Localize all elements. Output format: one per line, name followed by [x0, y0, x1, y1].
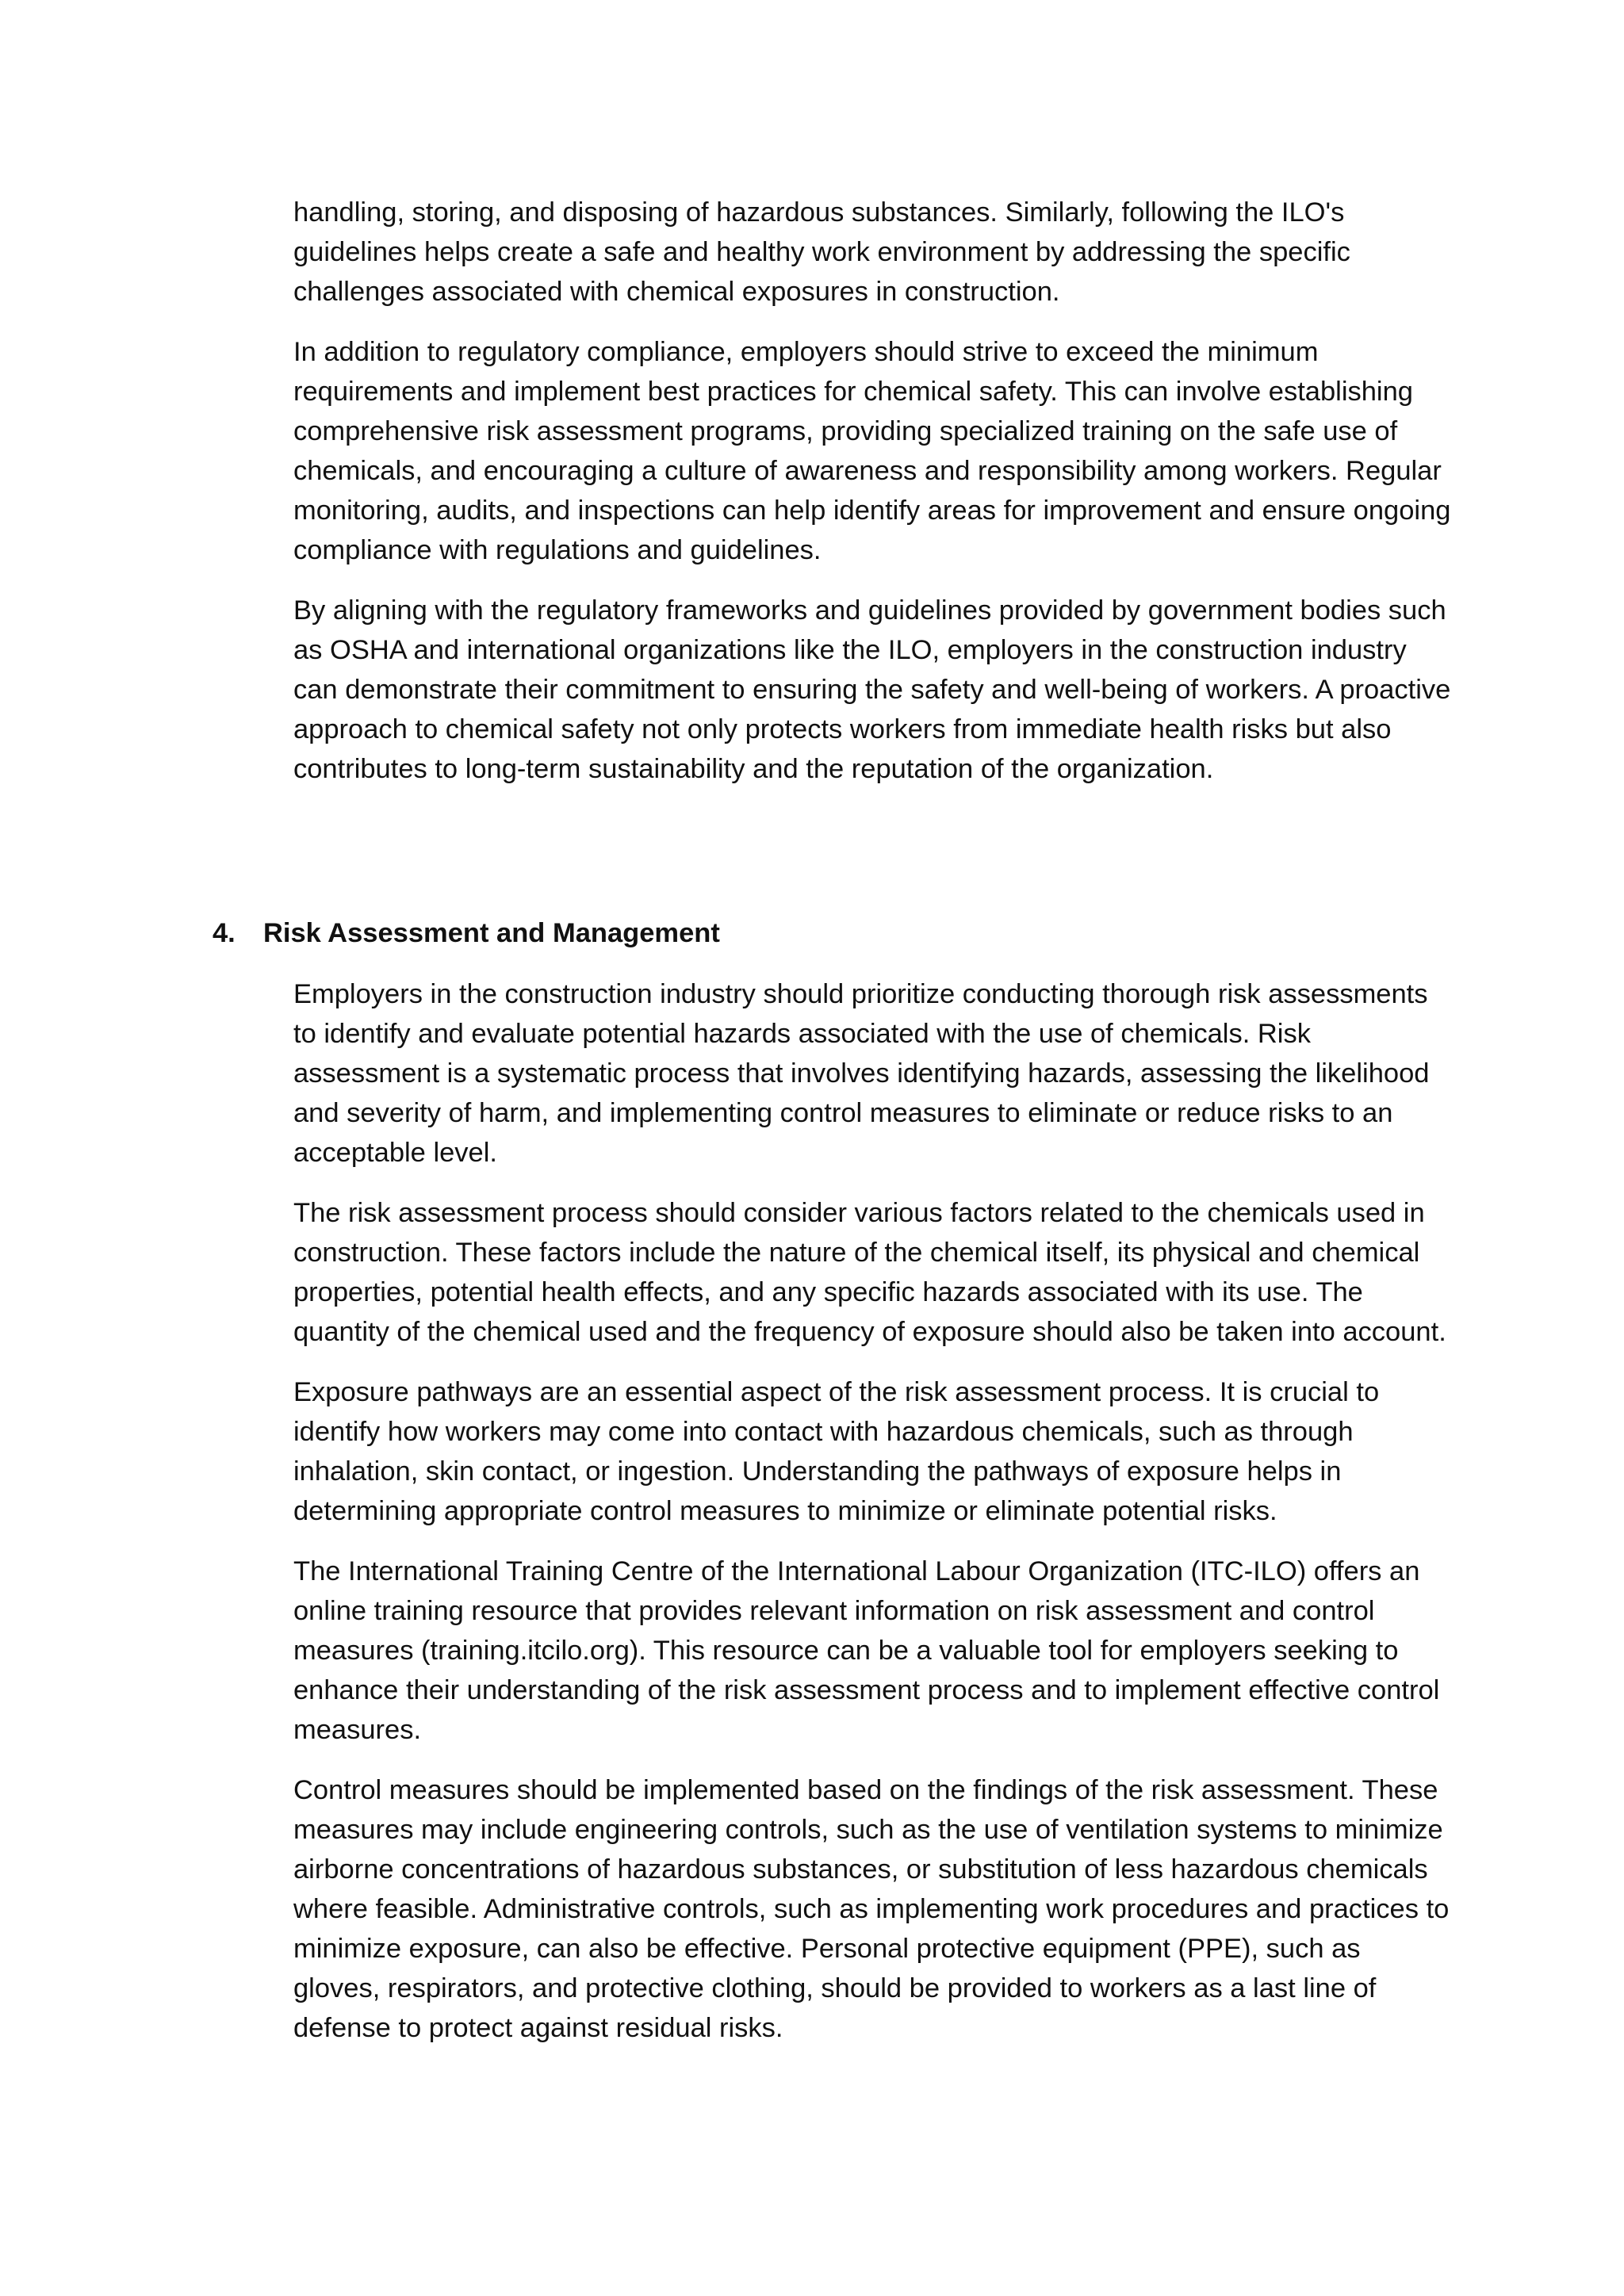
- intro-paragraph-2: In addition to regulatory compliance, employers should strive to exceed the minimum requirements and implement best practices for chemical safety. This can involve establishing comprehensive risk assessment programs, providing specialized training on the safe use of chemicals, and encouraging a culture of awareness and responsibility among workers. Regular monitoring, audits, and inspections can help identify areas for improvement and ensure ongoing compliance with regulations and guidelines.: [293, 337, 1451, 565]
- section-title: Risk Assessment and Management: [263, 918, 720, 948]
- section-number: 4.: [213, 918, 236, 948]
- section-paragraph-1: Employers in the construction industry should prioritize conducting thorough risk assessments to identify and evaluate potential hazards associated with the use of chemicals. Risk assessment is a systematic process that involves identifying hazards, assessing the likelihood and severity of harm, and implementing control measures to eliminate or reduce risks to an acceptable level.: [293, 979, 1430, 1168]
- intro-paragraph-3: By aligning with the regulatory frameworks and guidelines provided by government bodies such as OSHA and international organizations like the ILO, employers in the construction industry can demonstrate their commitment to ensuring the safety and well-being of workers. A proactive approach to chemical safety not only protects workers from immediate health risks but also contributes to long-term sustainability and the reputation of the organization.: [293, 595, 1451, 784]
- section-text-block: [293, 974, 1451, 2068]
- section-paragraph-3: Exposure pathways are an essential aspect of the risk assessment process. It is crucial to identify how workers may come into contact with hazardous chemicals, such as through inhalation, skin contact, or ingestion. Understanding the pathways of exposure helps in determining appropriate control measures to minimize or eliminate potential risks.: [293, 1377, 1380, 1526]
- intro-text-block: [293, 193, 1451, 809]
- section-paragraph-5: Control measures should be implemented based on the findings of the risk assessment. These measures may include engineering controls, such as the use of ventilation systems to minimize airborne concentrations of hazardous substances, or substitution of less hazardous chemicals where feasible. Administrative controls, such as implementing work procedures and practices to minimize exposure, can also be effective. Personal protective equipment (PPE), such as gloves, respirators, and protective clothing, should be provided to workers as a last line of defense to protect against residual risks.: [293, 1775, 1450, 2043]
- intro-paragraph-1: handling, storing, and disposing of hazardous substances. Similarly, following the ILO's guidelines helps create a safe and healthy work environment by addressing the specific challenges associated with chemical exposures in construction.: [293, 197, 1350, 307]
- section-paragraph-2: The risk assessment process should consider various factors related to the chemicals used in construction. These factors include the nature of the chemical itself, its physical and chemical properties, potential health effects, and any specific hazards associated with its use. The quantity of the chemical used and the frequency of exposure should also be taken into account.: [293, 1198, 1446, 1347]
- section-heading: [213, 913, 720, 953]
- section-paragraph-4: The International Training Centre of the International Labour Organization (ITC-ILO) offers an online training resource that provides relevant information on risk assessment and control measures (training.itcilo.org). This resource can be a valuable tool for employers seeking to enhance their understanding of the risk assessment process and to implement effective control measures.: [293, 1556, 1440, 1745]
